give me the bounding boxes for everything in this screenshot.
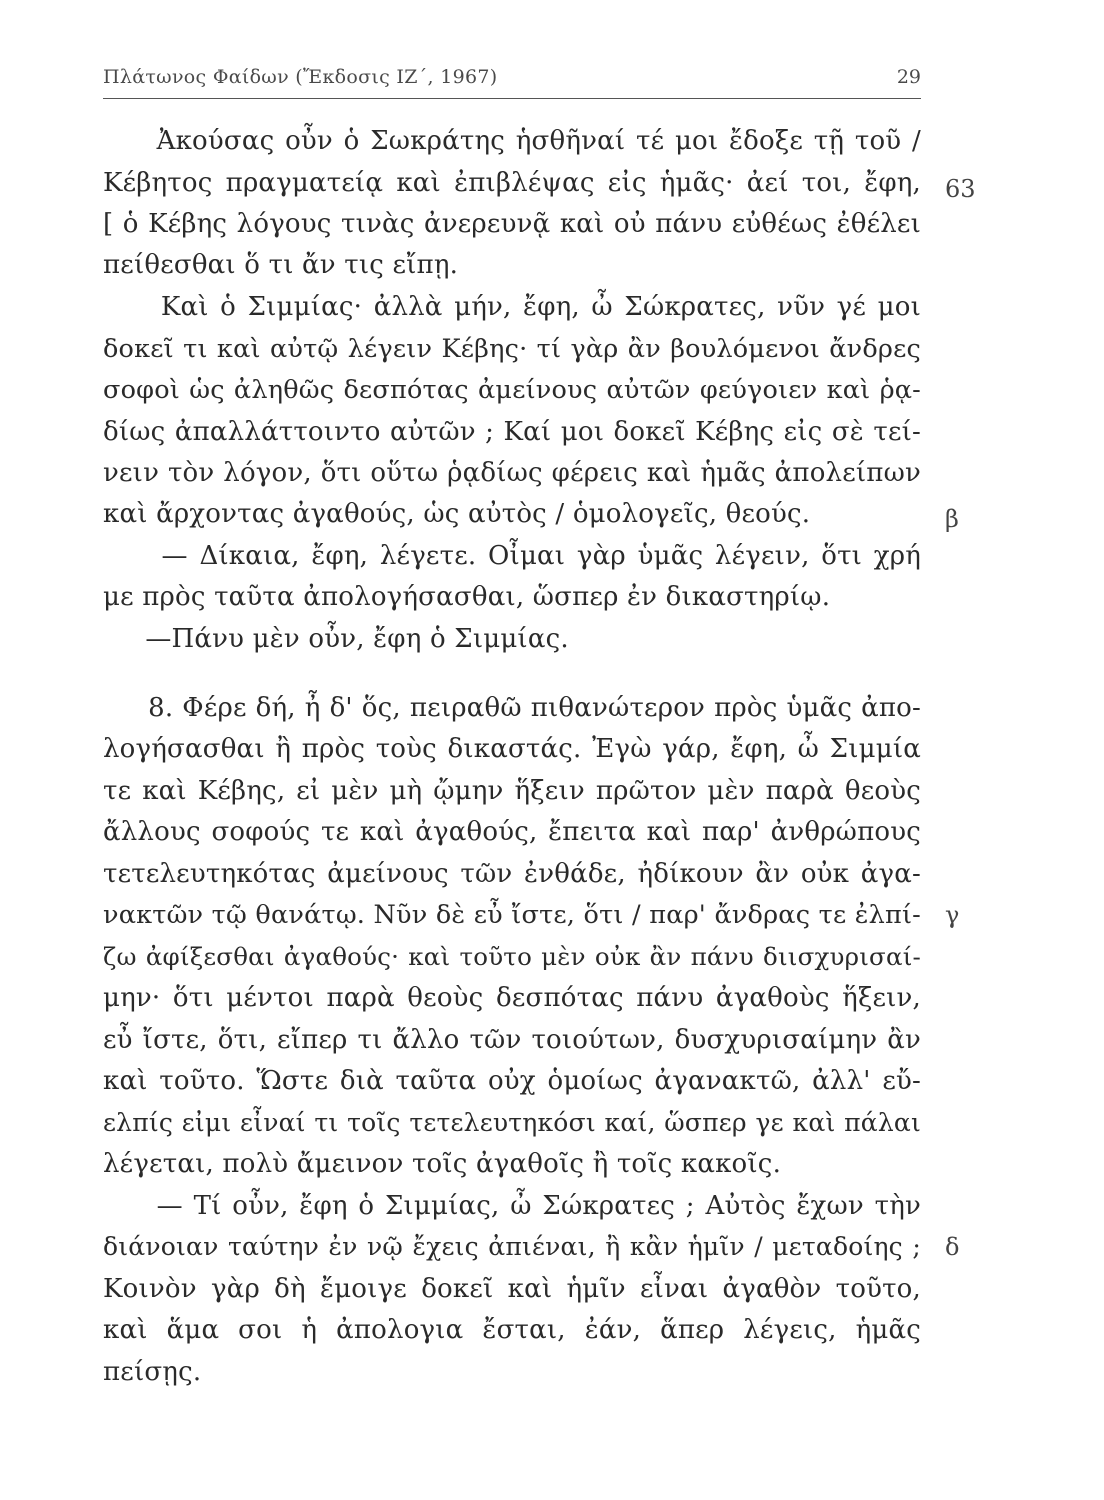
text-line: Κέβητος πραγματείᾳ καὶ ἐπιβλέψας εἰς ἡμᾶς· ἀεί τοι, ἔφη,	[103, 168, 921, 198]
text-line: νειν τὸν λόγον, ὅτι οὕτω ῥᾳδίως φέρεις καὶ ἡμᾶς ἀπολείπων	[103, 458, 921, 488]
page-number: 29	[896, 66, 921, 88]
text-line: νακτῶν τῷ θανάτῳ. Νῦν δὲ εὖ ἴστε, ὅτι / παρ' ἄνδρας τε ἐλπί-	[103, 900, 921, 930]
text-line: διάνοιαν ταύτην ἐν νῷ ἔχεις ἀπιέναι, ἢ κἂν ἡμῖν / μεταδοίης ;	[103, 1232, 921, 1261]
header-rule	[103, 98, 921, 99]
margin-note-delta: δ	[945, 1233, 960, 1261]
margin-note-beta: β	[945, 505, 959, 533]
text-line: ἄλλους σοφούς τε καὶ ἀγαθούς, ἔπειτα καὶ παρ' ἀνθρώπους	[103, 817, 921, 847]
text-line: 8. Φέρε δή, ἦ δ' ὅς, πειραθῶ πιθανώτερον πρὸς ὑμᾶς ἀπο-	[103, 693, 921, 723]
text-line: καὶ ἄρχοντας ἀγαθούς, ὡς αὐτὸς / ὁμολογεῖς, θεούς.	[103, 499, 811, 529]
text-line: δοκεῖ τι καὶ αὐτῷ λέγειν Κέβης· τί γὰρ ἂν βουλόμενοι ἄνδρες	[103, 334, 921, 364]
text-line: καὶ τοῦτο. Ὥστε διὰ ταῦτα οὐχ ὁμοίως ἀγανακτῶ, ἀλλ' εὔ-	[103, 1066, 921, 1096]
text-line: —Πάνυ μὲν οὖν, ἔφη ὁ Σιμμίας.	[103, 624, 569, 654]
header-title: Πλάτωνος Φαίδων (Ἔκδοσις ΙΖ΄, 1967)	[103, 66, 498, 88]
text-line: ελπίς εἰμι εἶναί τι τοῖς τετελευτηκόσι καί, ὥσπερ γε καὶ πάλαι	[103, 1108, 921, 1137]
text-line: μην· ὅτι μέντοι παρὰ θεοὺς δεσπότας πάνυ ἀγαθοὺς ἥξειν,	[103, 983, 921, 1013]
text-line: — Δίκαια, ἔφη, λέγετε. Οἶμαι γὰρ ὑμᾶς λέγειν, ὅτι χρή	[103, 541, 921, 571]
text-line: Καὶ ὁ Σιμμίας· ἀλλὰ μήν, ἔφη, ὦ Σώκρατες, νῦν γέ μοι	[103, 292, 921, 322]
text-line: πείθεσθαι ὅ τι ἄν τις εἴπῃ.	[103, 250, 459, 280]
text-line: τε καὶ Κέβης, εἰ μὲν μὴ ᾤμην ἥξειν πρῶτον μὲν παρὰ θεοὺς	[103, 776, 921, 806]
running-header	[103, 66, 921, 96]
text-line: πείσῃς.	[103, 1357, 202, 1387]
margin-note-gamma: γ	[945, 901, 960, 929]
text-line: σοφοὶ ὡς ἀληθῶς δεσπότας ἀμείνους αὐτῶν φεύγοιεν καὶ ῥᾳ-	[103, 375, 921, 405]
text-line: λέγεται, πολὺ ἄμεινον τοῖς ἀγαθοῖς ἢ τοῖς κακοῖς.	[103, 1149, 782, 1179]
text-line: τετελευτηκότας ἀμείνους τῶν ἐνθάδε, ἠδίκουν ἂν οὐκ ἀγα-	[103, 859, 921, 889]
text-line: — Τί οὖν, ἔφη ὁ Σιμμίας, ὦ Σώκρατες ; Αὐτὸς ἔχων τὴν	[103, 1191, 921, 1221]
text-line: καὶ ἅμα σοι ἡ ἀπολογια ἔσται, ἐάν, ἅπερ λέγεις, ἡμᾶς	[103, 1315, 921, 1345]
text-line: Κοινὸν γὰρ δὴ ἔμοιγε δοκεῖ καὶ ἡμῖν εἶναι ἀγαθὸν τοῦτο,	[103, 1274, 921, 1304]
text-line: Ἀκούσας οὖν ὁ Σωκράτης ἡσθῆναί τέ μοι ἔδοξε τῇ τοῦ /	[103, 126, 921, 156]
text-line: ζω ἀφίξεσθαι ἀγαθούς· καὶ τοῦτο μὲν οὐκ ἂν πάνυ διισχυρισαί-	[103, 942, 921, 971]
text-line: δίως ἀπαλλάττοιντο αὐτῶν ; Καί μοι δοκεῖ Κέβης εἰς σὲ τεί-	[103, 417, 921, 447]
margin-note-63: 63	[945, 175, 976, 203]
text-line: με πρὸς ταῦτα ἀπολογήσασθαι, ὥσπερ ἐν δικαστηρίῳ.	[103, 582, 831, 612]
text-line: εὖ ἴστε, ὅτι, εἴπερ τι ἄλλο τῶν τοιούτων, δυσχυρισαίμην ἂν	[103, 1025, 921, 1055]
text-line: [ ὁ Κέβης λόγους τινὰς ἀνερευνᾷ καὶ οὐ πάνυ εὐθέως ἐθέλει	[103, 209, 921, 239]
text-line: λογήσασθαι ἢ πρὸς τοὺς δικαστάς. Ἐγὼ γάρ, ἔφη, ὦ Σιμμία	[103, 734, 921, 764]
